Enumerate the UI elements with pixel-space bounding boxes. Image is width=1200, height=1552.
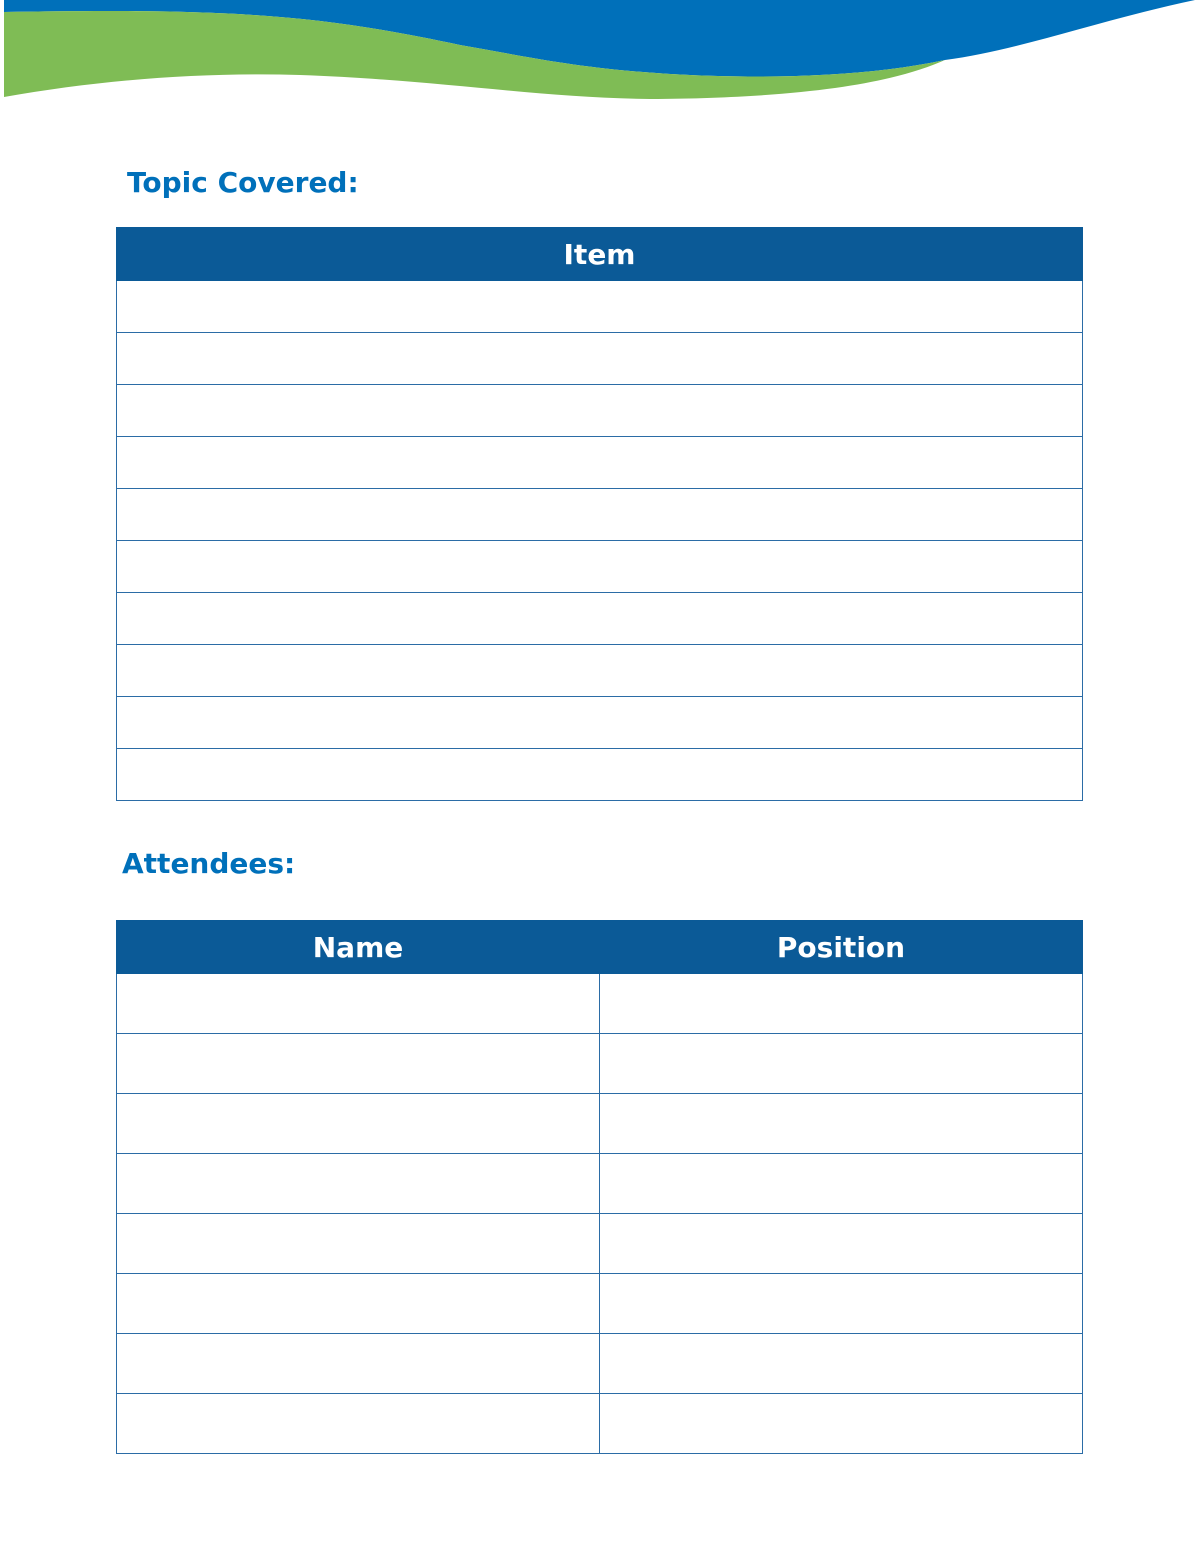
item-cell[interactable] xyxy=(117,437,1083,489)
header-wave-decoration xyxy=(0,0,1200,110)
table-row xyxy=(117,1094,1083,1154)
table-row xyxy=(117,385,1083,437)
table-row xyxy=(117,437,1083,489)
name-cell[interactable] xyxy=(117,1094,600,1154)
attendees-table xyxy=(116,920,1083,1454)
item-cell[interactable] xyxy=(117,541,1083,593)
name-column-header: Name xyxy=(117,921,600,974)
table-row xyxy=(117,1034,1083,1094)
table-row xyxy=(117,1274,1083,1334)
table-row xyxy=(117,645,1083,697)
name-cell[interactable] xyxy=(117,1034,600,1094)
table-row xyxy=(117,489,1083,541)
name-cell[interactable] xyxy=(117,1334,600,1394)
item-cell[interactable] xyxy=(117,333,1083,385)
table-row xyxy=(117,1334,1083,1394)
name-cell[interactable] xyxy=(117,1274,600,1334)
table-row xyxy=(117,281,1083,333)
table-row xyxy=(117,974,1083,1034)
position-cell[interactable] xyxy=(600,1214,1083,1274)
item-cell[interactable] xyxy=(117,385,1083,437)
name-cell[interactable] xyxy=(117,1154,600,1214)
position-cell[interactable] xyxy=(600,1274,1083,1334)
name-cell[interactable] xyxy=(117,974,600,1034)
table-row xyxy=(117,333,1083,385)
item-cell[interactable] xyxy=(117,697,1083,749)
topic-covered-heading: Topic Covered: xyxy=(127,166,359,199)
name-cell[interactable] xyxy=(117,1394,600,1454)
position-cell[interactable] xyxy=(600,1154,1083,1214)
table-row xyxy=(117,1154,1083,1214)
position-column-header: Position xyxy=(600,921,1083,974)
position-cell[interactable] xyxy=(600,1394,1083,1454)
item-cell[interactable] xyxy=(117,281,1083,333)
item-column-header: Item xyxy=(117,228,1083,281)
table-row xyxy=(117,749,1083,801)
position-cell[interactable] xyxy=(600,1034,1083,1094)
name-cell[interactable] xyxy=(117,1214,600,1274)
table-row xyxy=(117,1394,1083,1454)
item-cell[interactable] xyxy=(117,593,1083,645)
table-row xyxy=(117,593,1083,645)
attendees-heading: Attendees: xyxy=(122,847,296,880)
table-row xyxy=(117,697,1083,749)
table-row xyxy=(117,541,1083,593)
topic-table xyxy=(116,227,1083,801)
position-cell[interactable] xyxy=(600,1094,1083,1154)
item-cell[interactable] xyxy=(117,749,1083,801)
item-cell[interactable] xyxy=(117,645,1083,697)
position-cell[interactable] xyxy=(600,1334,1083,1394)
table-row xyxy=(117,1214,1083,1274)
item-cell[interactable] xyxy=(117,489,1083,541)
position-cell[interactable] xyxy=(600,974,1083,1034)
